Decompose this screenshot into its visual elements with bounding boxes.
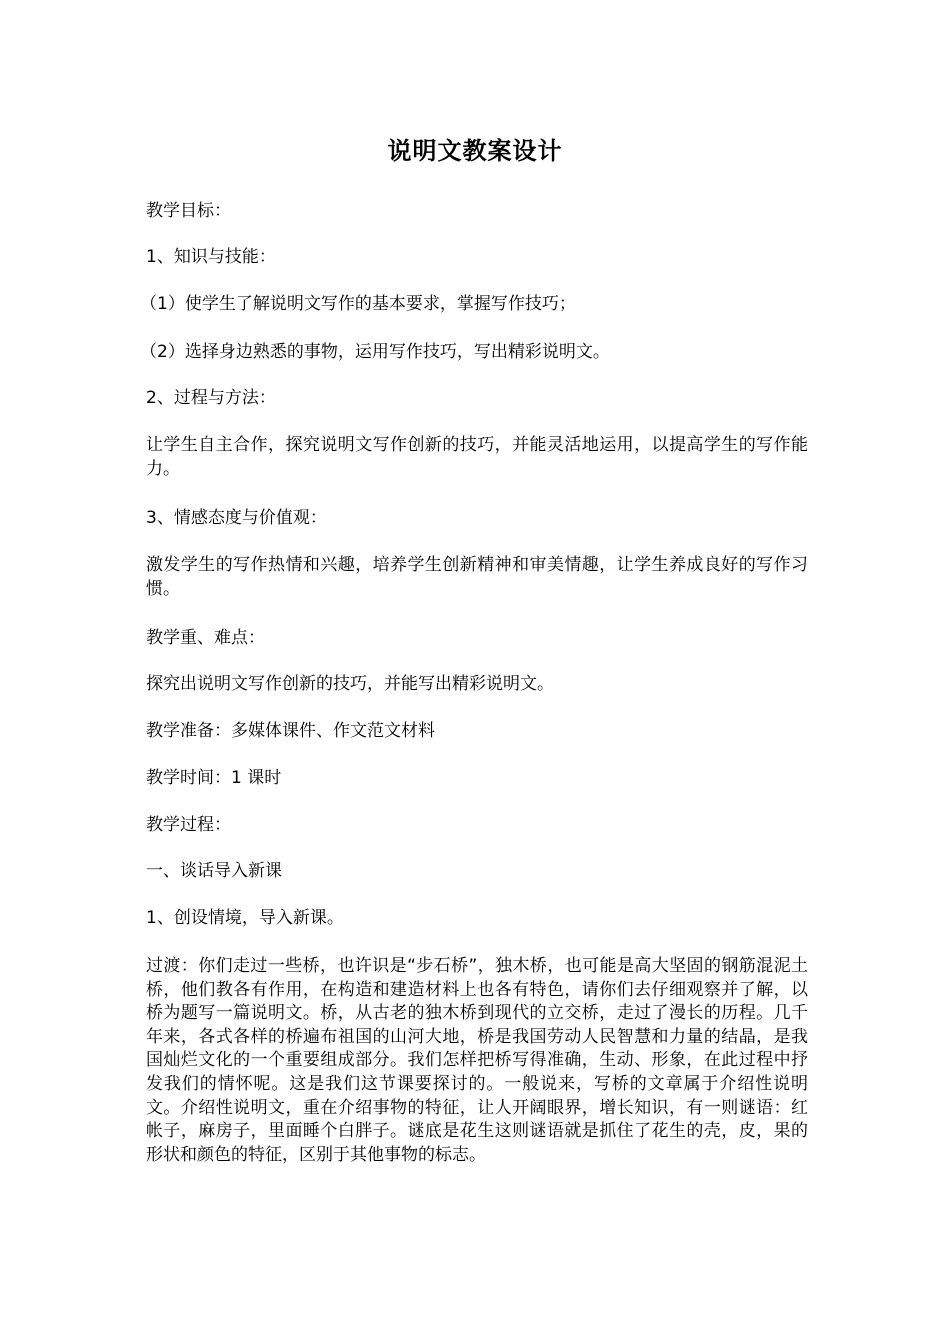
teaching-process-heading: 教学过程：: [146, 815, 231, 835]
section-1-heading: 一、谈话导入新课: [146, 861, 282, 881]
emotion-attitude-text: 激发学生的写作热情和兴趣，培养学生创新精神和审美情趣，让学生养成良好的写作习惯。: [146, 555, 808, 599]
teaching-preparation: 教学准备：多媒体课件、作文范文材料: [146, 721, 435, 741]
process-method-text: 让学生自主合作，探究说明文写作创新的技巧，并能灵活地运用，以提高学生的写作能力。: [146, 435, 808, 479]
goal-item-2: （2）选择身边熟悉的事物，运用写作技巧，写出精彩说明文。: [140, 342, 610, 362]
goal-item-1: （1）使学生了解说明文写作的基本要求，掌握写作技巧；: [140, 294, 576, 314]
document-title: 说明文教案设计: [387, 137, 563, 165]
key-difficulty-text: 探究出说明文写作创新的技巧，并能写出精彩说明文。: [146, 674, 554, 694]
step-1-heading: 1、创设情境，导入新课。: [146, 908, 344, 928]
teaching-goals-heading: 教学目标：: [146, 201, 231, 221]
process-method-heading: 2、过程与方法：: [146, 388, 276, 408]
knowledge-skills-heading: 1、知识与技能：: [146, 247, 276, 267]
emotion-attitude-heading: 3、情感态度与价值观：: [146, 508, 327, 528]
teaching-time: 教学时间：1 课时: [146, 768, 282, 788]
key-difficulty-heading: 教学重、难点：: [146, 628, 265, 648]
transition-paragraph: 过渡：你们走过一些桥，也许识是“步石桥”，独木桥，也可能是高大坚固的钢筋混泥土桥，他们教各有作用，在构造和建造材料上也各有特色，请你们去仔细观察并了解，以桥为题写一篇说明文。桥，从古老的独木桥到现代的立交桥，走过了漫长的历程。几千年来，各式各样的桥遍布祖国的山河大地，桥是我国劳动人民智慧和力量的结晶，是我国灿烂文化的一个重要组成部分。我们怎样把桥写得准确，生动、形象，在此过程中抒发我们的情怀呢。这是我们这节课要探讨的。一般说来，写桥的文章属于介绍性说明文。介绍性说明文，重在介绍事物的特征，让人开阔眼界，增长知识，有一则谜语：红帐子，麻房子，里面睡个白胖子。谜底是花生这则谜语就是抓住了花生的壳，皮，果的形状和颜色的特征，区别于其他事物的标志。: [146, 956, 808, 1165]
